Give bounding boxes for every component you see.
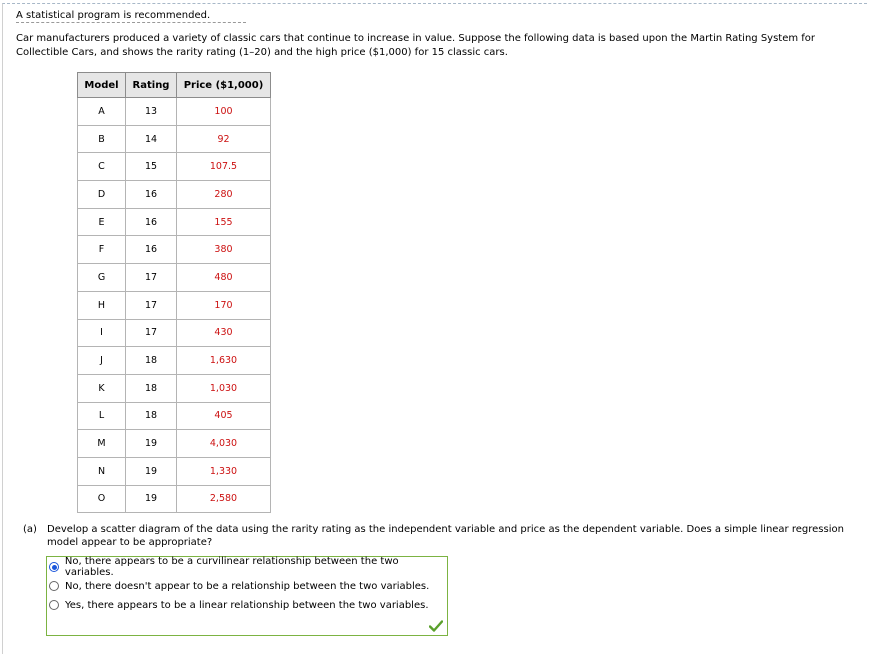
- option-label: No, there appears to be a curvilinear relationship between the two variables.: [64, 556, 399, 578]
- cell-model: A: [78, 98, 126, 126]
- cell-model: C: [78, 153, 126, 181]
- cell-rating: 18: [126, 402, 177, 430]
- table-row: [78, 264, 271, 292]
- radio-button[interactable]: [49, 562, 59, 572]
- table-row: [78, 402, 271, 430]
- cell-model: M: [78, 430, 126, 458]
- table-row: [78, 153, 271, 181]
- table-row: [78, 485, 271, 513]
- table-row: [78, 347, 271, 375]
- question-label: (a): [23, 524, 37, 535]
- cell-model: H: [78, 291, 126, 319]
- cell-rating: 17: [126, 319, 177, 347]
- radio-button[interactable]: [49, 600, 59, 610]
- table-header-row: [78, 73, 271, 98]
- header-model: Model: [78, 73, 126, 98]
- cell-price: 170: [177, 291, 271, 319]
- cell-price: 100: [177, 98, 271, 126]
- table-row: [78, 430, 271, 458]
- option-label: Yes, there appears to be a linear relationship between the two variables.: [65, 599, 429, 611]
- cell-price: 1,030: [177, 374, 271, 402]
- cell-price: 155: [177, 208, 271, 236]
- table-row: [78, 319, 271, 347]
- option-no-relationship[interactable]: [49, 579, 429, 593]
- check-mark-icon: [429, 620, 443, 632]
- cell-price: 380: [177, 236, 271, 264]
- header-price: Price ($1,000): [177, 73, 271, 98]
- option-label: No, there doesn't appear to be a relationship between the two variables.: [65, 580, 430, 592]
- cell-rating: 17: [126, 264, 177, 292]
- cell-model: J: [78, 347, 126, 375]
- question-a: [23, 523, 868, 549]
- cell-price: 1,630: [177, 347, 271, 375]
- cell-rating: 19: [126, 457, 177, 485]
- table-row: [78, 291, 271, 319]
- cell-price: 2,580: [177, 485, 271, 513]
- cell-rating: 15: [126, 153, 177, 181]
- cell-price: 1,330: [177, 457, 271, 485]
- table-row: [78, 236, 271, 264]
- cell-rating: 16: [126, 181, 177, 209]
- table-row: [78, 181, 271, 209]
- table-row: [78, 208, 271, 236]
- option-linear[interactable]: [49, 598, 429, 612]
- cell-rating: 19: [126, 430, 177, 458]
- cell-rating: 17: [126, 291, 177, 319]
- cell-rating: 18: [126, 347, 177, 375]
- cell-price: 92: [177, 125, 271, 153]
- cell-price: 480: [177, 264, 271, 292]
- table-row: [78, 374, 271, 402]
- cell-model: B: [78, 125, 126, 153]
- statistical-program-notice: A statistical program is recommended.: [16, 10, 246, 23]
- cell-price: 4,030: [177, 430, 271, 458]
- header-rating: Rating: [126, 73, 177, 98]
- cell-rating: 13: [126, 98, 177, 126]
- cell-price: 405: [177, 402, 271, 430]
- cell-price: 430: [177, 319, 271, 347]
- answer-options: [46, 556, 448, 636]
- cell-model: I: [78, 319, 126, 347]
- cell-model: L: [78, 402, 126, 430]
- table-row: [78, 98, 271, 126]
- table-row: [78, 125, 271, 153]
- cell-rating: 16: [126, 208, 177, 236]
- problem-page: [2, 3, 867, 654]
- cell-model: N: [78, 457, 126, 485]
- question-text: Develop a scatter diagram of the data using the rarity rating as the independent variable and price as the dependent variable. Does a simple linear regression model appear to be appropriate?: [47, 524, 844, 548]
- data-table: [77, 72, 271, 513]
- cell-model: E: [78, 208, 126, 236]
- cell-rating: 16: [126, 236, 177, 264]
- cell-model: F: [78, 236, 126, 264]
- option-curvilinear[interactable]: [49, 556, 447, 578]
- cell-rating: 14: [126, 125, 177, 153]
- cell-rating: 18: [126, 374, 177, 402]
- radio-button[interactable]: [49, 581, 59, 591]
- cell-rating: 19: [126, 485, 177, 513]
- cell-model: D: [78, 181, 126, 209]
- table-row: [78, 457, 271, 485]
- cell-model: G: [78, 264, 126, 292]
- cell-model: K: [78, 374, 126, 402]
- cell-price: 280: [177, 181, 271, 209]
- problem-intro: Car manufacturers produced a variety of classic cars that continue to increase in value. Suppose the following data is based upon the Martin Rating System for Collectible Cars, and shows the rarity rating (1–20) and the high price ($1,000) for 15 classic cars.: [16, 33, 816, 58]
- cell-model: O: [78, 485, 126, 513]
- cell-price: 107.5: [177, 153, 271, 181]
